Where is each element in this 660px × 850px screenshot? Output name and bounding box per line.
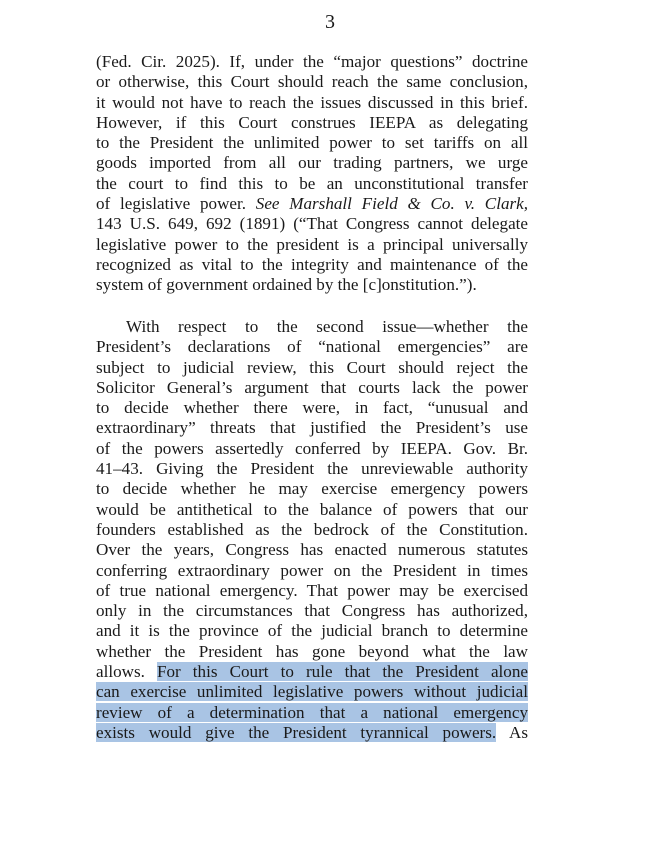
text-segment: As [509,722,528,742]
text-line: of the powers assertedly conferred by IEEPA. Gov. Br. [96,438,528,458]
text-line: However, if this Court construes IEEPA as delegating [96,112,528,132]
text-line: subject to judicial review, this Court should reject the [96,357,528,377]
text-line: (Fed. Cir. 2025). If, under the “major questions” doctrine [96,52,528,71]
text-line: it would not have to reach the issues discussed in this brief. [96,92,528,112]
text-line: With respect to the second issue—whether the [126,317,528,336]
text-line: 143 U.S. 649, 692 (1891) (“That Congress cannot delegate [96,214,528,234]
page-number: 3 [325,11,335,33]
text-line-highlighted [96,723,528,743]
text-segment: of legislative power. [96,194,247,214]
text-line: Over the years, Congress has enacted numerous statutes [96,540,528,560]
text-line-highlighted [96,682,528,702]
text-line: 41–43. Giving the President the unreviewable authority [96,459,528,479]
text-line: founders established as the bedrock of the Constitution. [96,519,528,539]
text-line: to decide whether he may exercise emergency powers [96,479,528,499]
highlighted-text[interactable]: For this Court to rule that the President alone [156,662,528,682]
text-line-with-highlight [96,662,528,682]
text-line: and it is the province of the judicial branch to determine [96,621,528,641]
highlighted-text[interactable]: can exercise unlimited legislative powers without judicial [96,682,528,702]
highlighted-text[interactable]: review of a determination that a national emergency [96,702,528,722]
text-line: would be antithetical to the balance of powers that our [96,499,528,519]
text-line: recognized as vital to the integrity and maintenance of the [96,254,528,274]
text-line: President’s declarations of “national emergencies” are [96,337,528,357]
text-segment: allows. [96,662,145,682]
text-line: only in the circumstances that Congress has authorized, [96,601,528,621]
text-line: Solicitor General’s argument that courts lack the power [96,377,528,397]
text-line: of true national emergency. That power may be exercised [96,580,528,600]
text-line: to the President the unlimited power to set tariffs on all [96,133,528,153]
highlighted-text[interactable]: exists would give the President tyrannical powers. [96,722,497,742]
paragraph-2 [96,317,528,743]
text-line: extraordinary” threats that justified the President’s use [96,418,528,438]
text-line-with-citation [96,194,528,214]
text-line: system of government ordained by the [c]onstitution.”). [96,275,477,295]
text-line: conferring extraordinary power on the President in times [96,560,528,580]
text-line: legislative power to the president is a principal universally [96,234,528,254]
case-citation: See Marshall Field & Co. v. Clark, [255,194,529,214]
text-line: the court to find this to be an unconstitutional transfer [96,173,528,193]
text-line-highlighted [96,703,528,723]
text-line: to decide whether there were, in fact, “unusual and [96,398,528,418]
paragraph-1 [96,52,528,296]
text-line: or otherwise, this Court should reach the same conclusion, [96,72,528,92]
text-line: whether the President has gone beyond what the law [96,641,528,661]
text-line: goods imported from all our trading partners, we urge [96,153,528,173]
